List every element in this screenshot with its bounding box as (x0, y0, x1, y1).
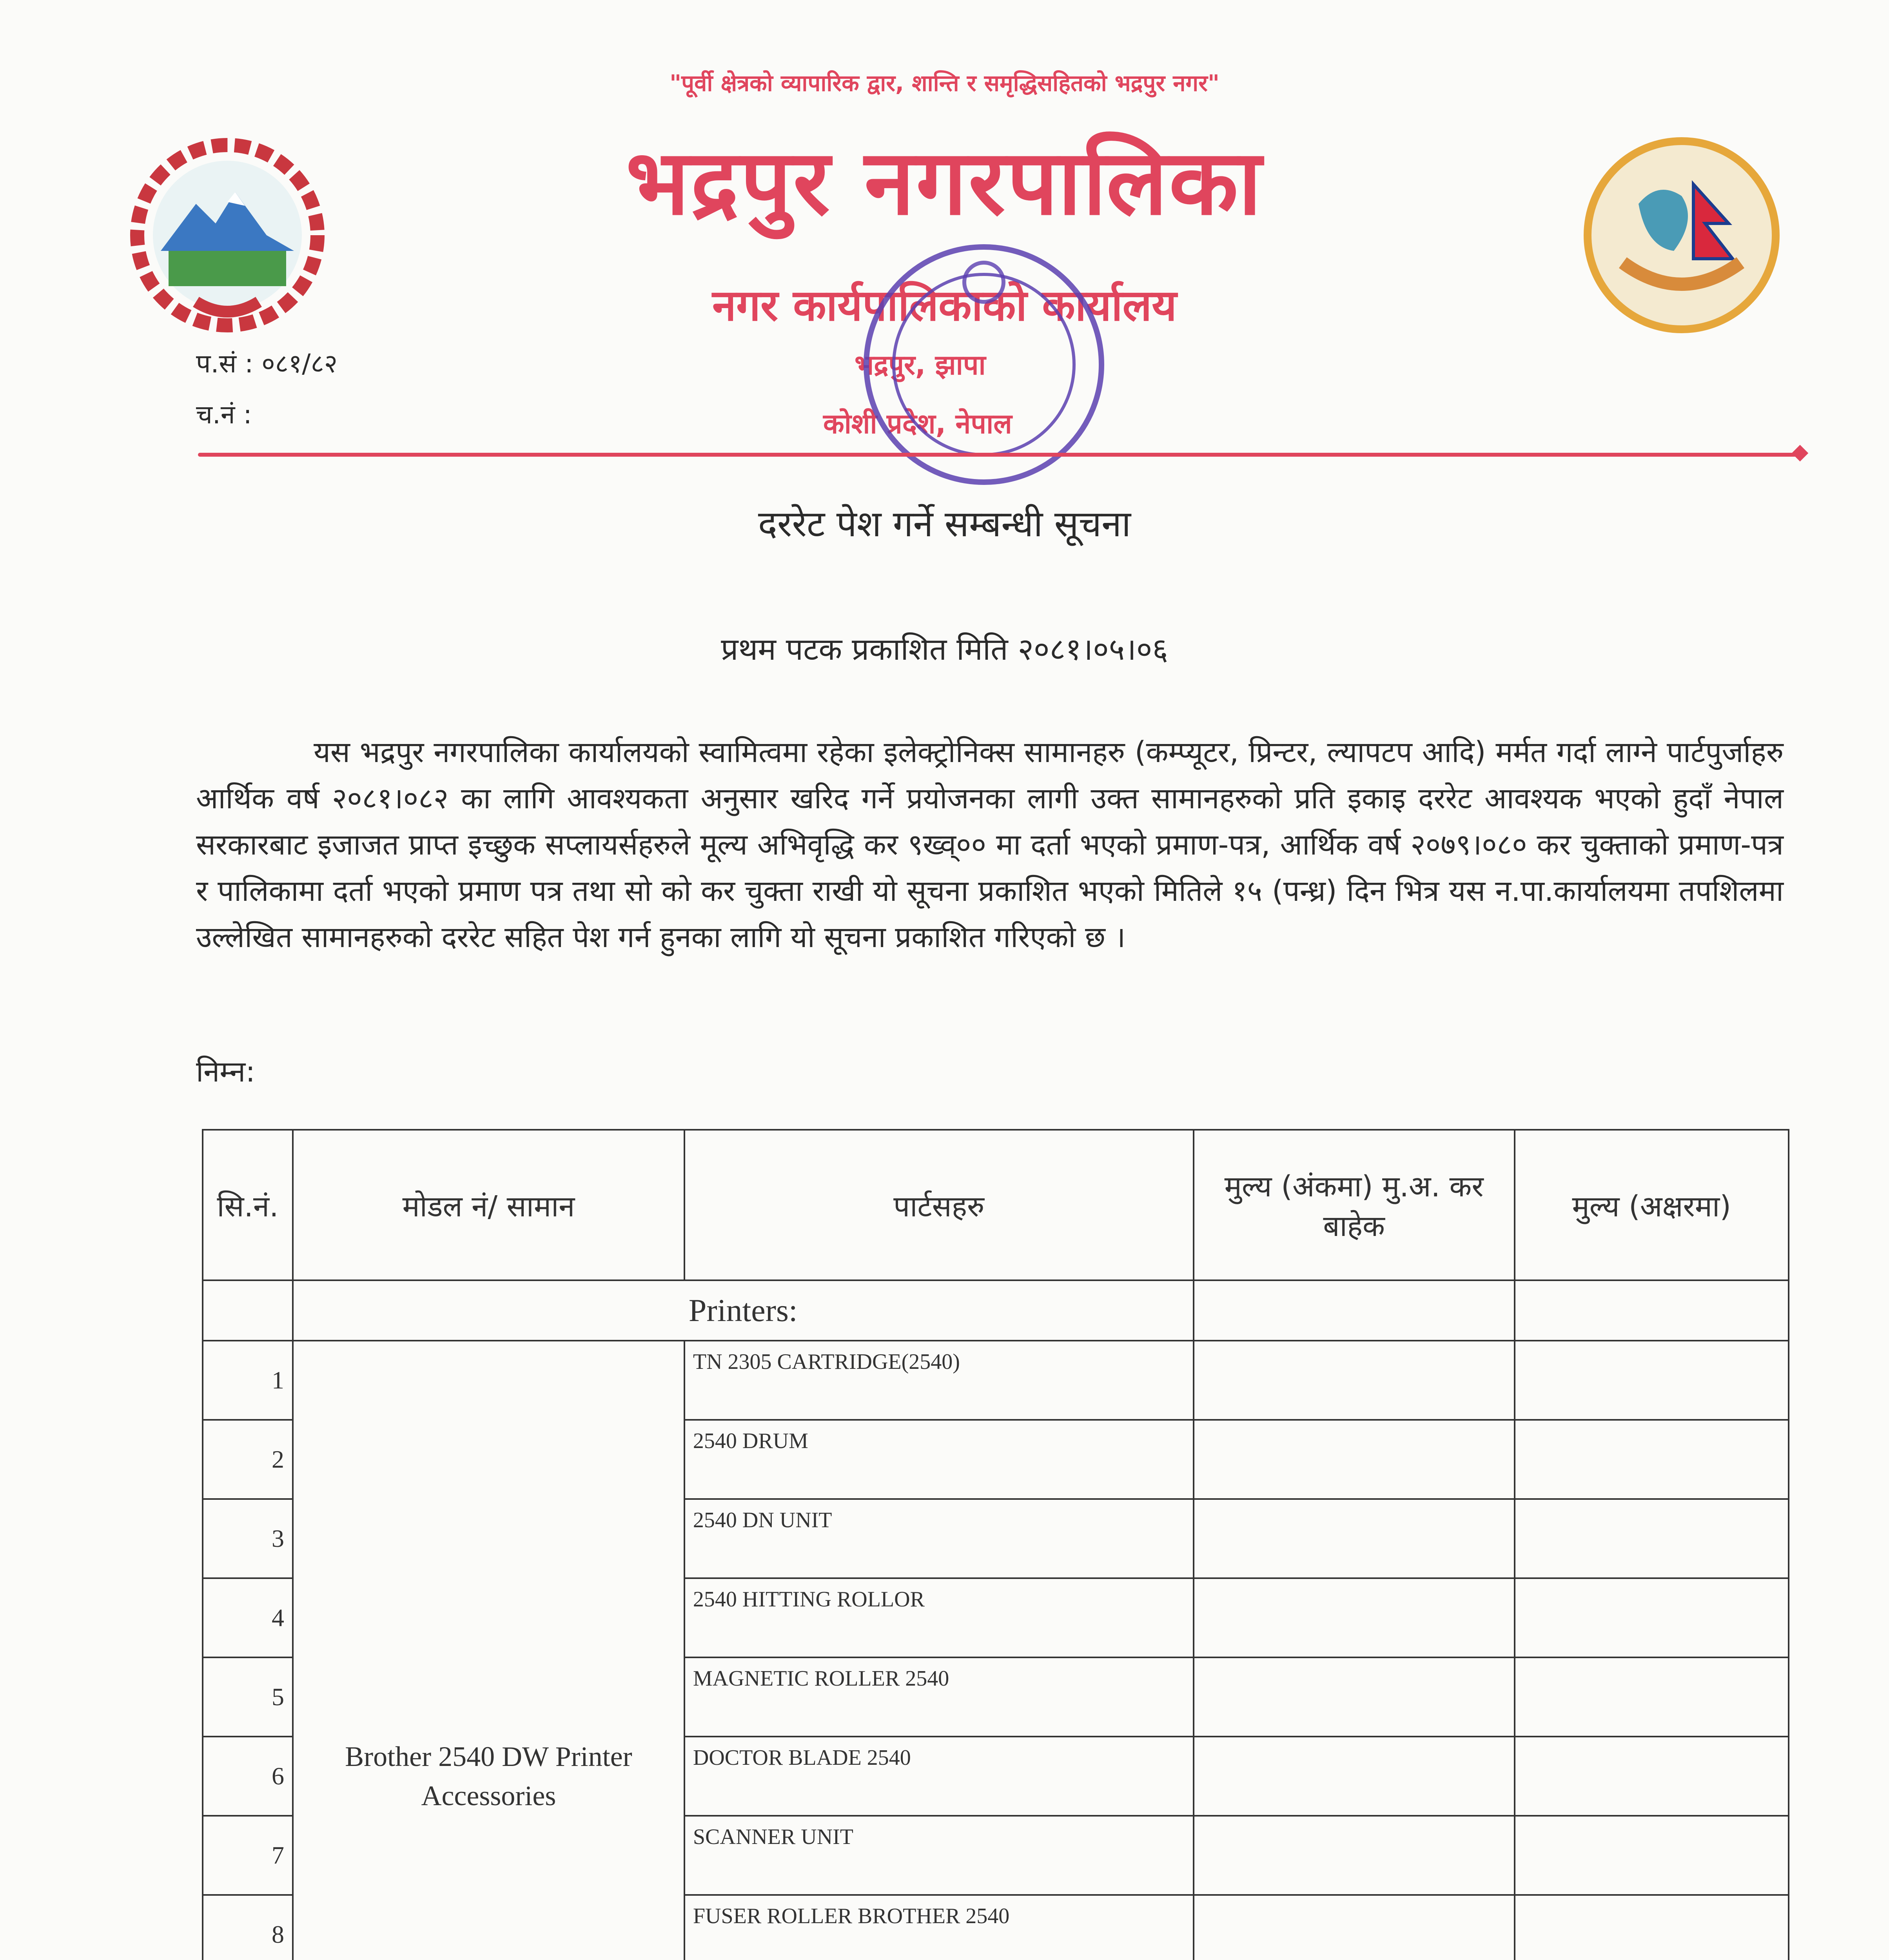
row-price-words (1515, 1420, 1789, 1499)
row-price-number (1194, 1578, 1515, 1657)
row-price-number (1194, 1737, 1515, 1816)
header-price-number: मुल्य (अंकमा) मु.अ. कर बाहेक (1194, 1130, 1515, 1280)
office-subtitle: नगर कार्यपालिकाको कार्यालय (712, 280, 1177, 330)
row-price-words (1515, 1657, 1789, 1737)
table-row (203, 1341, 1789, 1420)
row-part: 2540 HITTING ROLLOR (684, 1578, 1194, 1657)
row-price-words (1515, 1578, 1789, 1657)
row-part: FUSER ROLLER BROTHER 2540 (684, 1895, 1194, 1960)
row-part: SCANNER UNIT (684, 1816, 1194, 1895)
section-row (203, 1280, 1789, 1341)
row-sn: 1 (203, 1341, 293, 1420)
notice-body: यस भद्रपुर नगरपालिका कार्यालयको स्वामित्वमा रहेका इलेक्ट्रोनिक्स सामानहरु (कम्प्यूटर, प्रिन्टर, ल्यापटप आदि) मर्मत गर्दा लाग्ने पार्टपुर्जाहरु आर्थिक वर्ष २०८१।०८२ का लागि आवश्यकता अनुसार खरिद गर्ने प्रयोजनका लागी उक्त सामानहरुको प्रति इकाइ दररेट आवश्यक भएको हुदाँ नेपाल सरकारबाट इजाजत प्राप्त इच्छुक सप्लायर्सहरुले मूल्य अभिवृद्धि कर ९ख्व्०० मा दर्ता भएको प्रमाण-पत्र, आर्थिक वर्ष २०७९।०८० कर चुक्ताको प्रमाण-पत्र र पालिकामा दर्ता भएको प्रमाण पत्र तथा सो को कर चुक्ता राखी यो सूचना प्रकाशित भएको मितिले १५ (पन्ध्र) दिन भित्र यस न.पा.कार्यालयमा तपशिलमा उल्लेखित सामानहरुको दररेट सहित पेश गर्न हुनका लागि यो सूचना प्रकाशित गरिएको छ । (196, 735, 1784, 954)
header-parts: पार्टसहरु (684, 1130, 1194, 1280)
row-sn: 4 (203, 1578, 293, 1657)
row-sn: 3 (203, 1499, 293, 1578)
row-sn: 7 (203, 1816, 293, 1895)
row-price-number (1194, 1895, 1515, 1960)
reference-number: प.सं : ०८१/८२ (196, 348, 338, 379)
row-part: MAGNETIC ROLLER 2540 (684, 1657, 1194, 1737)
row-price-words (1515, 1816, 1789, 1895)
row-price-number (1194, 1657, 1515, 1737)
row-sn: 6 (203, 1737, 293, 1816)
row-price-words (1515, 1499, 1789, 1578)
list-label: निम्न: (196, 1055, 256, 1089)
header-model: मोडल नं/ सामान (293, 1130, 684, 1280)
publication-date: प्रथम पटक प्रकाशित मिति २०८१।०५।०६ (721, 632, 1168, 667)
row-price-number (1194, 1816, 1515, 1895)
row-part: 2540 DRUM (684, 1420, 1194, 1499)
header-price-words: मुल्य (अक्षरमा) (1515, 1130, 1789, 1280)
model-cell: Brother 2540 DW Printer Accessories (293, 1341, 684, 1960)
section-label: Printers: (293, 1280, 1194, 1341)
row-price-words (1515, 1737, 1789, 1816)
notice-title: दररेट पेश गर्ने सम्बन्धी सूचना (758, 503, 1131, 545)
address-line-2: कोशी प्रदेश, नेपाल (823, 408, 1012, 440)
row-part: DOCTOR BLADE 2540 (684, 1737, 1194, 1816)
municipality-title: भद्रपुर नगरपालिका (626, 131, 1263, 235)
header-tagline: "पूर्वी क्षेत्रको व्यापारिक द्वार, शान्ति र समृद्धिसहितको भद्रपुर नगर" (669, 70, 1220, 96)
header-sn: सि.नं. (203, 1130, 293, 1280)
address-line-1: भद्रपुर, झापा (855, 349, 986, 381)
office-seal-icon (847, 227, 1121, 502)
dispatch-number: च.नं : (196, 399, 252, 430)
row-price-number (1194, 1420, 1515, 1499)
parts-table (202, 1129, 1789, 1960)
row-part: TN 2305 CARTRIDGE(2540) (684, 1341, 1194, 1420)
row-sn: 5 (203, 1657, 293, 1737)
row-part: 2540 DN UNIT (684, 1499, 1194, 1578)
header-divider (198, 453, 1797, 457)
row-sn: 8 (203, 1895, 293, 1960)
row-price-words (1515, 1895, 1789, 1960)
row-sn: 2 (203, 1420, 293, 1499)
row-price-words (1515, 1341, 1789, 1420)
table-header-row (203, 1130, 1789, 1280)
row-price-number (1194, 1341, 1515, 1420)
row-price-number (1194, 1499, 1515, 1578)
